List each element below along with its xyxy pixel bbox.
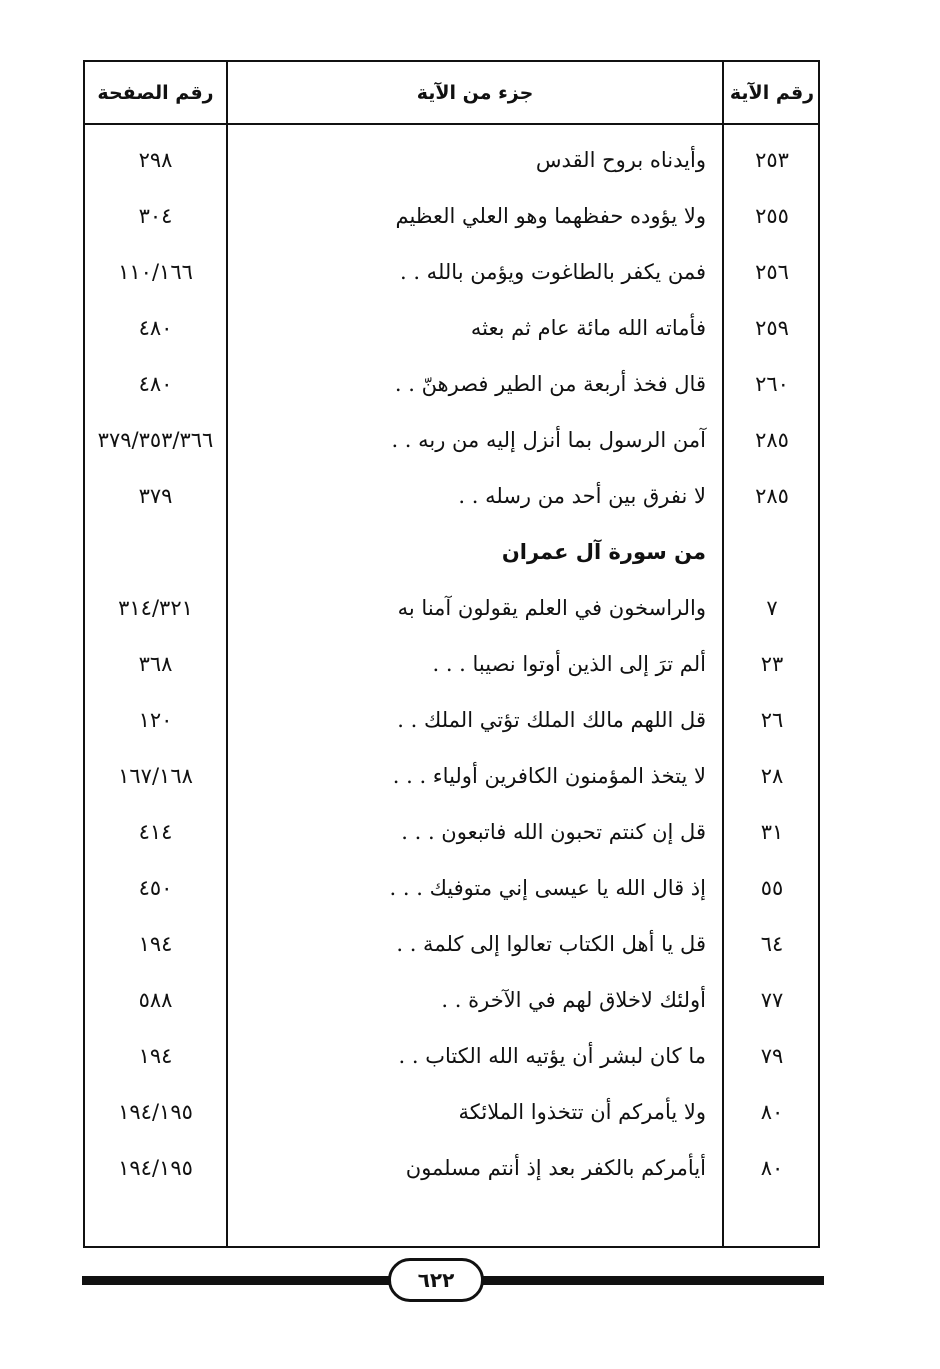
table-row bbox=[85, 132, 818, 188]
table-row bbox=[85, 244, 818, 300]
verse-text: أولئك لاخلاق لهم في الآخرة . . bbox=[441, 988, 706, 1012]
verse-number: ٧٧ bbox=[760, 988, 784, 1012]
verse-text: ولا يؤوده حفظهما وهو العلي العظيم bbox=[395, 204, 706, 228]
table-row bbox=[85, 468, 818, 524]
page-ref: ٤٨٠ bbox=[138, 372, 173, 396]
table-row bbox=[85, 580, 818, 636]
verse-number: ٨٠ bbox=[760, 1100, 784, 1124]
verse-number: ٢٨ bbox=[760, 764, 784, 788]
table-row bbox=[85, 1084, 818, 1140]
verse-number: ٢٥٣ bbox=[755, 148, 789, 172]
verse-text: لا يتخذ المؤمنون الكافرين أولياء . . . bbox=[392, 764, 706, 788]
verse-number: ٣١ bbox=[760, 820, 784, 844]
footer-rule bbox=[478, 1276, 824, 1285]
page-ref: ٣١٤/٣٢١ bbox=[118, 596, 193, 620]
table-row bbox=[85, 188, 818, 244]
page-ref: ١٩٤ bbox=[138, 1044, 173, 1068]
verse-text: آمن الرسول بما أنزل إليه من ربه . . bbox=[391, 428, 706, 452]
verse-text: وأيدناه بروح القدس bbox=[535, 148, 706, 172]
page-ref: ٥٨٨ bbox=[138, 988, 173, 1012]
table-row bbox=[85, 748, 818, 804]
table-row bbox=[85, 804, 818, 860]
verse-text: إذ قال الله يا عيسى إني متوفيك . . . bbox=[389, 876, 706, 900]
verse-text: قال فخذ أربعة من الطير فصرهنّ . . bbox=[394, 372, 706, 396]
page-ref: ١٩٤/١٩٥ bbox=[118, 1156, 193, 1180]
verse-number: ٢٥٩ bbox=[755, 316, 789, 340]
table-row bbox=[85, 1028, 818, 1084]
verse-number: ٢٥٥ bbox=[755, 204, 789, 228]
page-ref: ٣٧٩ bbox=[138, 484, 173, 508]
page-ref: ٢٩٨ bbox=[138, 148, 173, 172]
verse-text: أيأمركم بالكفر بعد إذ أنتم مسلمون bbox=[405, 1156, 706, 1180]
verse-text: فأماته الله مائة عام ثم بعثه bbox=[470, 316, 706, 340]
header-verse-part: جزء من الآية bbox=[416, 81, 534, 104]
verse-number: ٧ bbox=[766, 596, 778, 620]
verse-number: ٨٠ bbox=[760, 1156, 784, 1180]
verse-text: ألم ترَ إلى الذين أوتوا نصيبا . . . bbox=[432, 652, 706, 676]
table-row bbox=[85, 300, 818, 356]
verse-number: ٧٩ bbox=[760, 1044, 784, 1068]
page-ref: ٣٦٨ bbox=[138, 652, 173, 676]
page-number: ٦٢٢ bbox=[388, 1258, 484, 1302]
verse-text: قل إن كنتم تحبون الله فاتبعون . . . bbox=[401, 820, 706, 844]
verse-text: قل اللهم مالك الملك تؤتي الملك . . bbox=[397, 708, 706, 732]
page-ref: ١٩٤/١٩٥ bbox=[118, 1100, 193, 1124]
index-table bbox=[83, 60, 820, 1248]
table-row bbox=[85, 916, 818, 972]
table-row bbox=[85, 636, 818, 692]
page-ref: ١٢٠ bbox=[138, 708, 173, 732]
footer-rule bbox=[82, 1276, 400, 1285]
verse-text: فمن يكفر بالطاغوت ويؤمن بالله . . bbox=[399, 260, 706, 284]
table-row bbox=[85, 692, 818, 748]
verse-text: والراسخون في العلم يقولون آمنا به bbox=[397, 596, 706, 620]
verse-number: ٢٦ bbox=[760, 708, 784, 732]
page-ref: ١١٠/١٦٦ bbox=[118, 260, 193, 284]
page-ref: ٣٠٤ bbox=[138, 204, 173, 228]
table-row bbox=[85, 972, 818, 1028]
header-page-number: رقم الصفحة bbox=[97, 81, 214, 104]
page-ref: ٣٧٩/٣٥٣/٣٦٦ bbox=[97, 428, 214, 452]
table-row bbox=[85, 1140, 818, 1196]
page-ref: ٤١٤ bbox=[138, 820, 173, 844]
table-row bbox=[85, 860, 818, 916]
verse-number: ٢٨٥ bbox=[755, 428, 789, 452]
verse-number: ٦٤ bbox=[760, 932, 784, 956]
table-row bbox=[85, 412, 818, 468]
verse-number: ٢٥٦ bbox=[755, 260, 789, 284]
verse-text: لا نفرق بين أحد من رسله . . bbox=[458, 484, 706, 508]
verse-text: ولا يأمركم أن تتخذوا الملائكة bbox=[458, 1100, 706, 1124]
header-divider bbox=[85, 123, 818, 125]
verse-text: قل يا أهل الكتاب تعالوا إلى كلمة . . bbox=[396, 932, 706, 956]
page-ref: ٤٨٠ bbox=[138, 316, 173, 340]
page-ref: ١٩٤ bbox=[138, 932, 173, 956]
page-ref: ١٦٧/١٦٨ bbox=[118, 764, 193, 788]
header-verse-number: رقم الآية bbox=[729, 81, 815, 104]
verse-number: ٥٥ bbox=[760, 876, 784, 900]
verse-number: ٢٨٥ bbox=[755, 484, 789, 508]
page-ref: ٤٥٠ bbox=[138, 876, 173, 900]
table-row bbox=[85, 356, 818, 412]
verse-number: ٢٦٠ bbox=[755, 372, 789, 396]
verse-text: ما كان لبشر أن يؤتيه الله الكتاب . . bbox=[398, 1044, 706, 1068]
verse-number: ٢٣ bbox=[760, 652, 784, 676]
section-title: من سورة آل عمران bbox=[501, 540, 706, 564]
